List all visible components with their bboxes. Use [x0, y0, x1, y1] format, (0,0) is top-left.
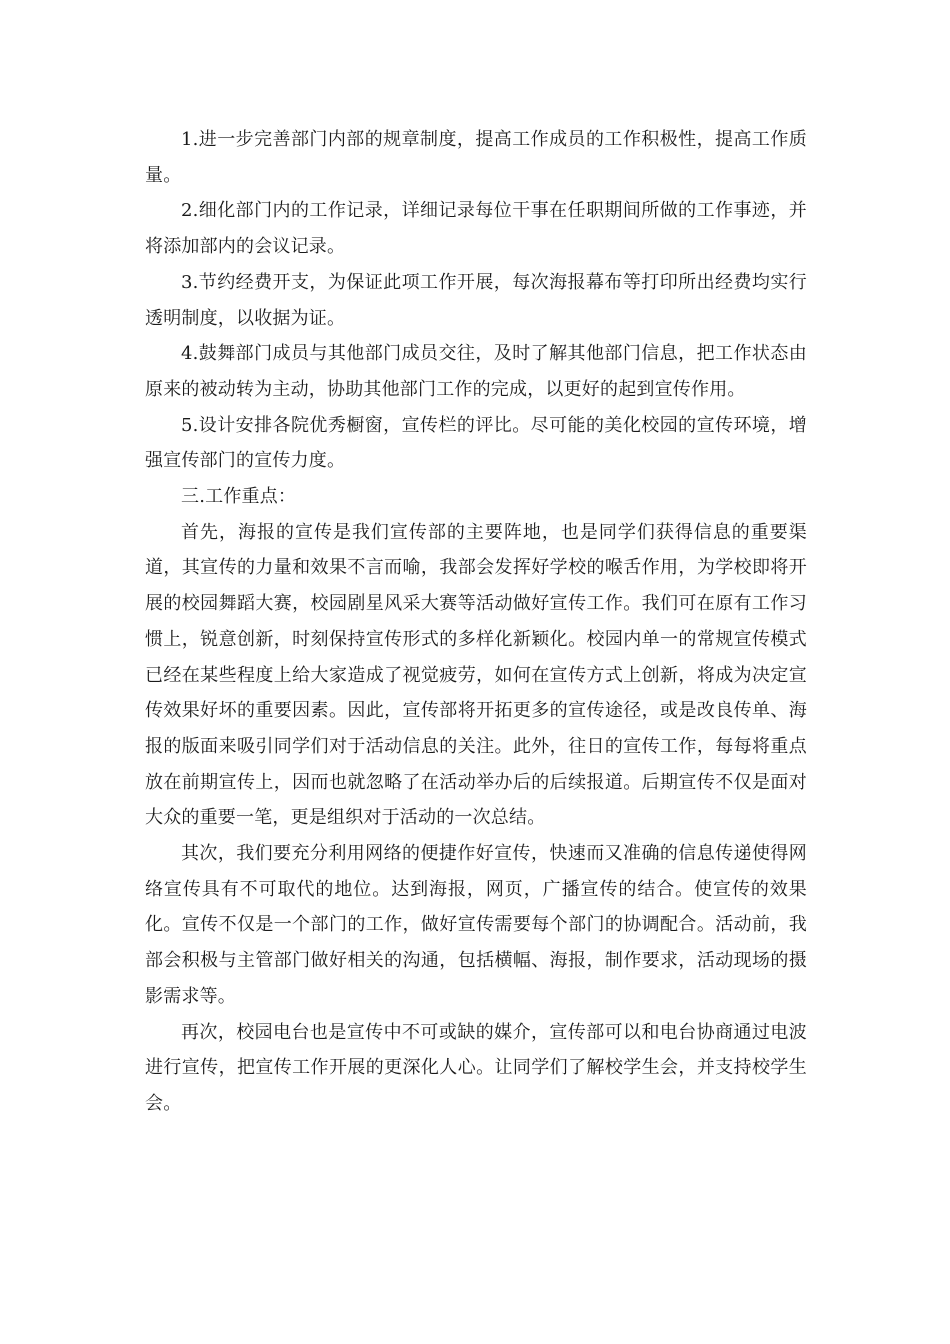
paragraph-item-4: 4.鼓舞部门成员与其他部门成员交往，及时了解其他部门信息，把工作状态由原来的被动转为主动，协助其他部门工作的完成，以更好的起到宣传作用。	[145, 343, 807, 400]
paragraph-second: 其次，我们要充分利用网络的便捷作好宣传，快速而又准确的信息传递使得网络宣传具有不可取代的地位。达到海报，网页，广播宣传的结合。使宣传的效果化。宣传不仅是一个部门的工作，做好宣传需要每个部门的协调配合。活动前，我部会积极与主管部门做好相关的沟通，包括横幅、海报，制作要求，活动现场的摄影需求等。	[145, 843, 807, 1007]
paragraph-item-1: 1.进一步完善部门内部的规章制度，提高工作成员的工作积极性，提高工作质量。	[145, 129, 807, 186]
paragraph-item-2: 2.细化部门内的工作记录，详细记录每位干事在任职期间所做的工作事迹，并将添加部内的会议记录。	[145, 200, 807, 258]
document-body	[145, 122, 807, 1122]
section-heading: 三.工作重点：	[181, 486, 297, 508]
paragraph-first: 首先，海报的宣传是我们宣传部的主要阵地，也是同学们获得信息的重要渠道，其宣传的力量和效果不言而喻，我部会发挥好学校的喉舌作用，为学校即将开展的校园舞蹈大赛，校园剧星风采大赛等活动做好宣传工作。我们可在原有工作习惯上，锐意创新，时刻保持宣传形式的多样化新颖化。校园内单一的常规宣传模式已经在某些程度上给大家造成了视觉疲劳，如何在宣传方式上创新，将成为决定宣传效果好坏的重要因素。因此，宣传部将开拓更多的宣传途径，或是改良传单、海报的版面来吸引同学们对于活动信息的关注。此外，往日的宣传工作，每每将重点放在前期宣传上，因而也就忽略了在活动举办后的后续报道。后期宣传不仅是面对大众的重要一笔，更是组织对于活动的一次总结。	[145, 521, 807, 829]
paragraph-third: 再次，校园电台也是宣传中不可或缺的媒介，宣传部可以和电台协商通过电波进行宣传，把宣传工作开展的更深化人心。让同学们了解校学生会，并支持校学生会。	[145, 1021, 807, 1114]
paragraph-item-3: 3.节约经费开支，为保证此项工作开展，每次海报幕布等打印所出经费均实行透明制度，以收据为证。	[145, 271, 807, 329]
paragraph-item-5: 5.设计安排各院优秀橱窗，宣传栏的评比。尽可能的美化校园的宣传环境，增强宣传部门的宣传力度。	[145, 414, 807, 472]
